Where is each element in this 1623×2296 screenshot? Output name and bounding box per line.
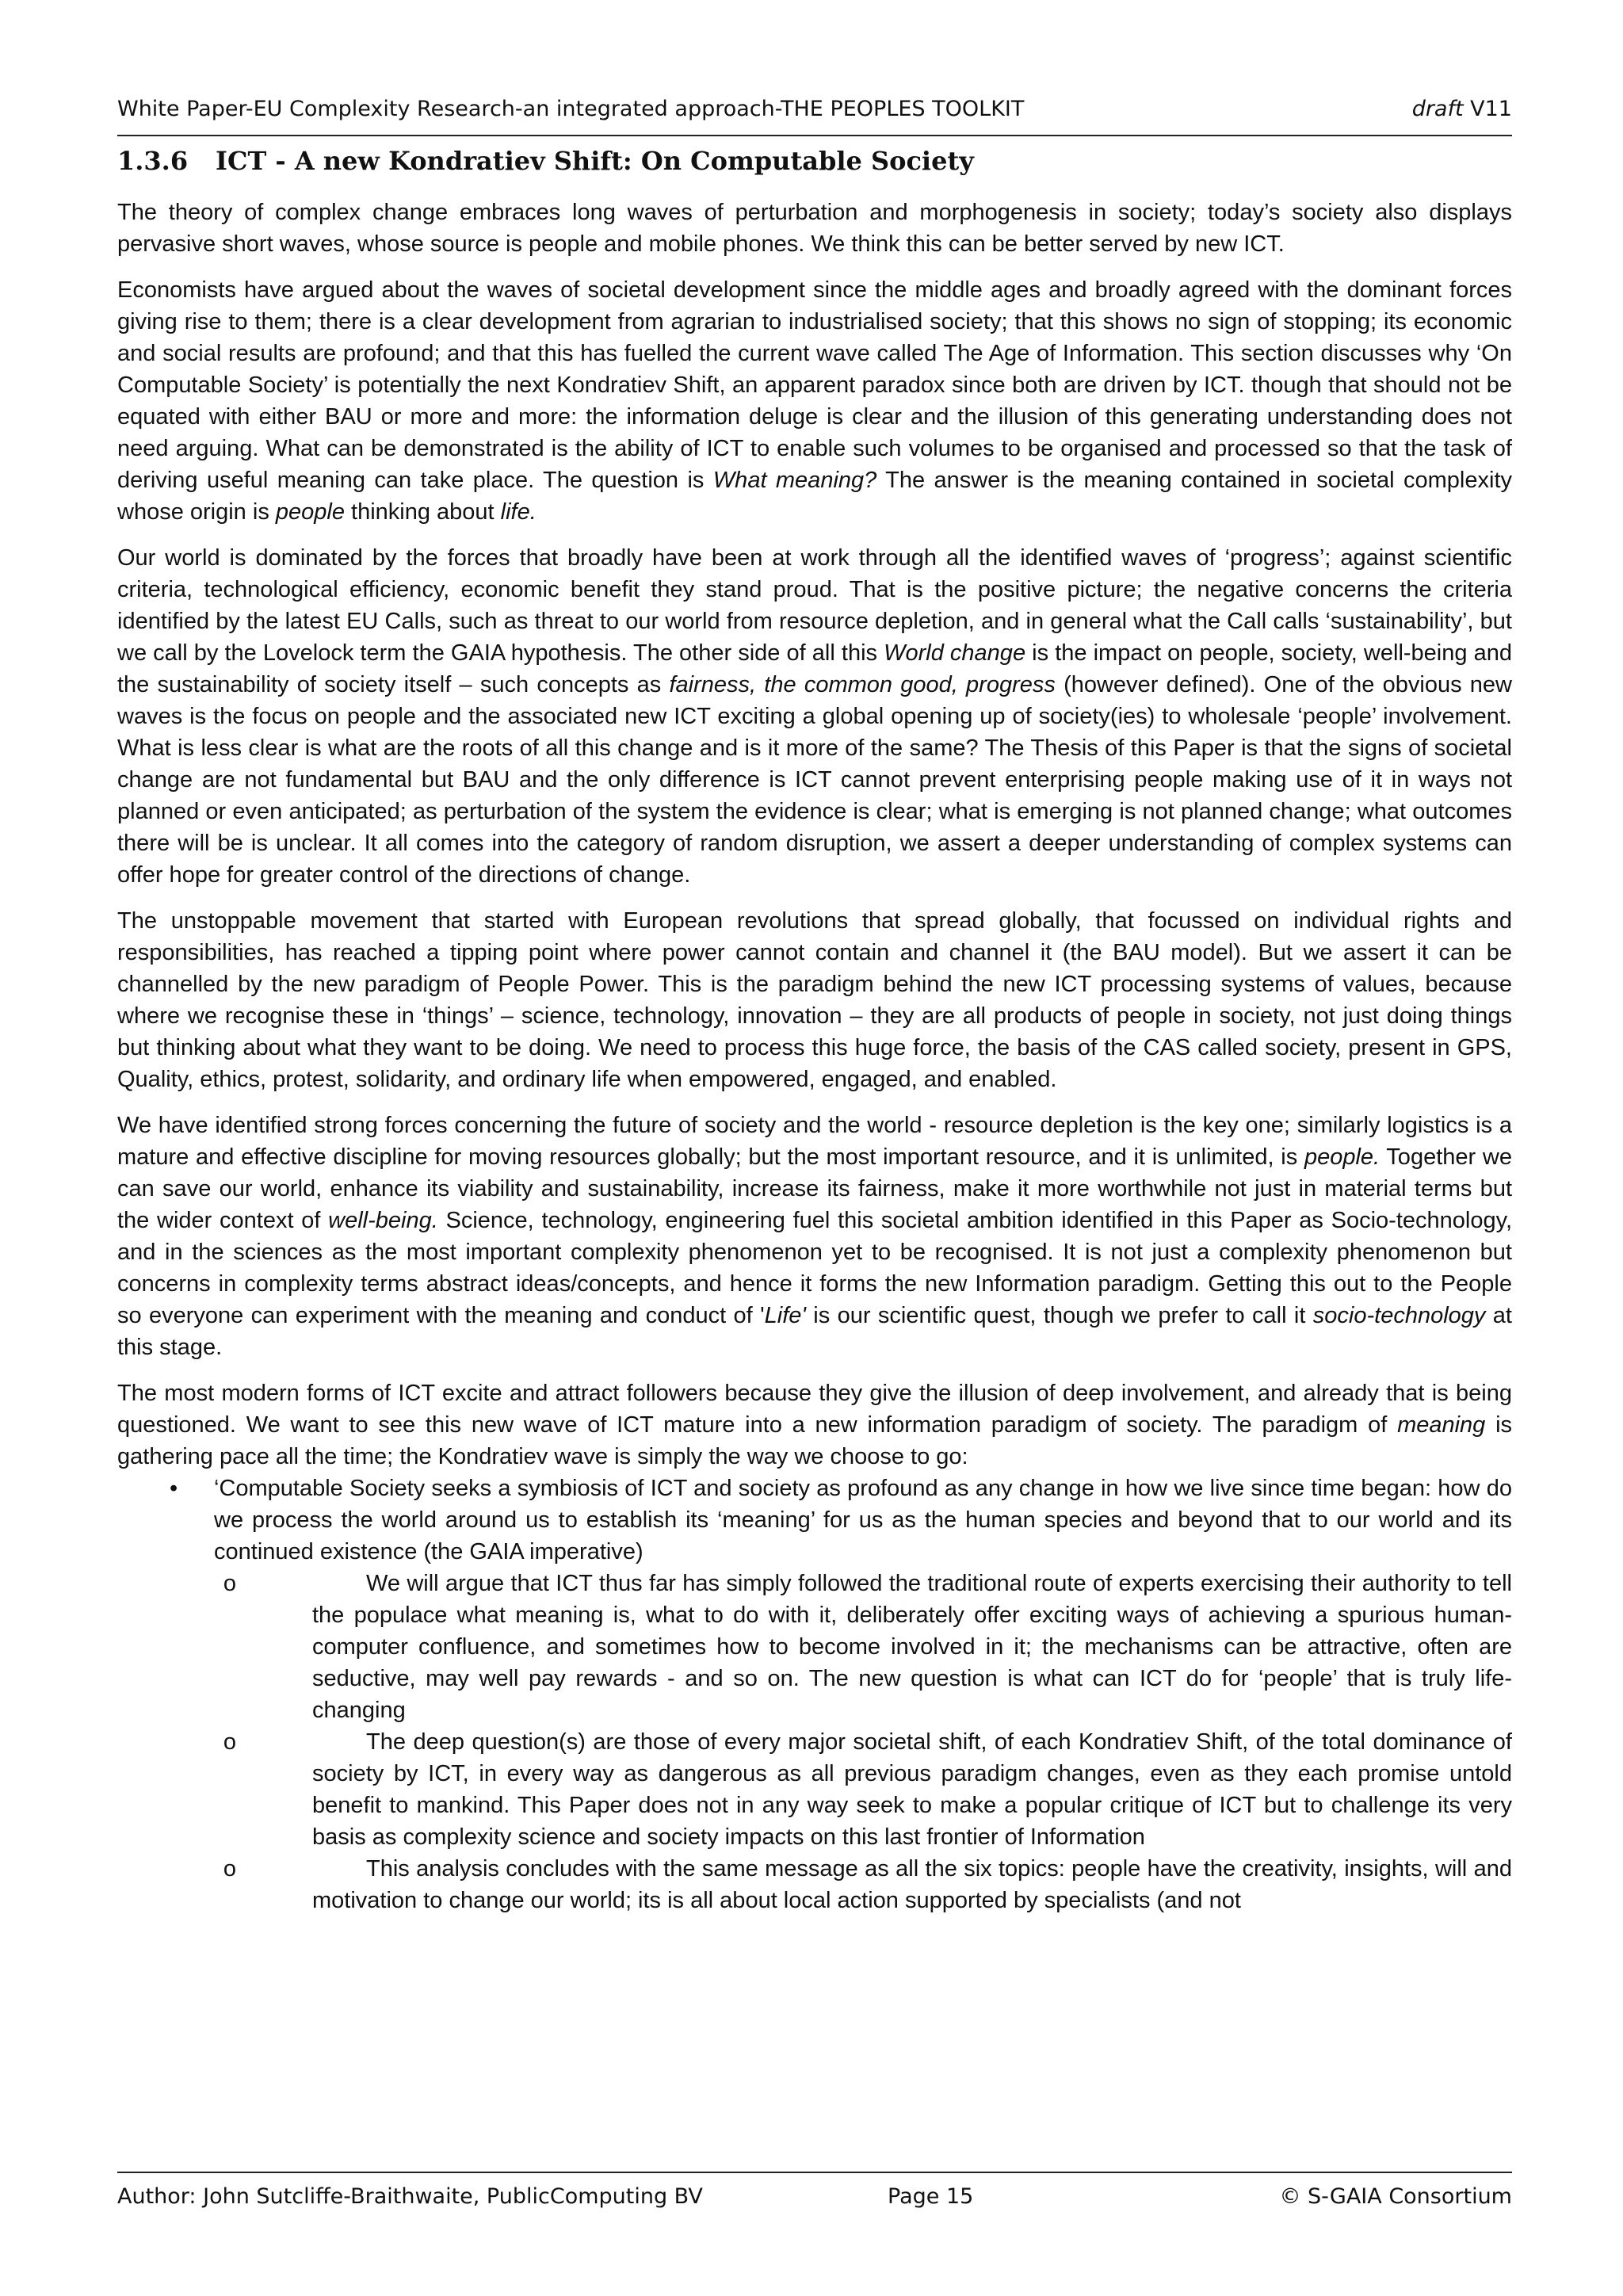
italic-run: people <box>275 499 345 525</box>
header-title: White Paper-EU Complexity Research-an integrated approach-THE PEOPLES TOOLKIT <box>117 97 1025 121</box>
section-title: ICT - A new Kondratiev Shift: On Computable Society <box>216 146 974 176</box>
sub-marker: o <box>223 1729 237 1755</box>
paragraph-2 <box>117 274 1512 528</box>
sub-marker: o <box>223 1571 237 1596</box>
paragraph-5 <box>117 1110 1512 1363</box>
page-footer <box>117 2172 1512 2221</box>
document-body <box>117 197 1512 1916</box>
bullet-item <box>117 1473 1512 1916</box>
sub-item-1 <box>214 1568 1512 1726</box>
header-version <box>1412 97 1512 121</box>
text-run: thinking about <box>344 499 501 525</box>
sub-list <box>214 1568 1512 1916</box>
section-heading <box>117 146 1512 176</box>
text-run: The most modern forms of ICT excite and attract followers because they give the illusion of deep involvement, and already that is being questioned. We want to see this new wave of ICT mature into a new information paradigm of society. The paradigm of <box>117 1381 1512 1438</box>
sub-item-text: The deep question(s) are those of every major societal shift, of each Kondratiev Shift, of the total dominance of society by ICT, in every way as dangerous as all previous paradigm changes, even as they each promise untold benefit to mankind. This Paper does not in any way seek to make a popular critique of ICT but to challenge its very basis as complexity science and society impacts on this last frontier of Information <box>312 1729 1512 1850</box>
sub-item-3 <box>214 1853 1512 1916</box>
sub-marker: o <box>223 1856 237 1881</box>
italic-run: socio-technology <box>1312 1303 1486 1328</box>
italic-run: life. <box>500 499 537 525</box>
text-run: is our scientific quest, though we prefer to call it <box>805 1303 1313 1328</box>
footer-copyright: © S-GAIA Consortium <box>1279 2184 1512 2209</box>
sub-item-text: We will argue that ICT thus far has simply followed the traditional route of experts exercising their authority to tell the populace what meaning is, what to do with it, deliberately offer exciting ways of achieving a spurious human-computer confluence, and sometimes how to become involved in it; the mechanisms can be attractive, often are seductive, may well pay rewards - and so on. The new question is what can ICT do for ‘people’ that is truly life-changing <box>312 1571 1512 1723</box>
draft-label: draft <box>1411 97 1464 121</box>
text-run: Our world is dominated by the forces that broadly have been at work through all the identified waves of ‘progress’; against scientific criteria, technological efficiency, economic benefit they stand proud. That is the positive picture; the negative concerns the criteria identified by the latest EU Calls, such as threat to our world from resource depletion, and in general what the Call calls ‘sustainability’, but we call by the Lovelock term the GAIA hypothesis. The other side of all this <box>117 545 1512 666</box>
footer-page-number: Page 15 <box>888 2184 974 2209</box>
paragraph-4: The unstoppable movement that started with European revolutions that spread globally, that focussed on individual rights and responsibilities, has reached a tipping point where power cannot contain and channel it (the BAU model). But we assert it can be channelled by the new paradigm of People Power. This is the paradigm behind the new ICT processing systems of values, because where we recognise these in ‘things’ – science, technology, innovation – they are all products of people in society, not just doing things but thinking about what they want to be doing. We need to process this huge force, the basis of the CAS called society, present in GPS, Quality, ethics, protest, solidarity, and ordinary life when empowered, engaged, and enabled. <box>117 908 1512 1092</box>
bullet-list <box>117 1473 1512 1916</box>
paragraph-6 <box>117 1377 1512 1473</box>
footer-author: Author: John Sutcliffe-Braithwaite, PublicComputing BV <box>117 2184 703 2209</box>
italic-run: people. <box>1304 1144 1381 1170</box>
text-run: The answer is the meaning contained in societal complexity whose origin is <box>117 468 1512 525</box>
italic-run: World change <box>884 640 1026 666</box>
sub-item-text: This analysis concludes with the same message as all the six topics: people have the creativity, insights, will and motivation to change our world; its is all about local action supported by specialists (and not <box>312 1856 1512 1913</box>
paragraph-1: The theory of complex change embraces long waves of perturbation and morphogenesis in society; today’s society also displays pervasive short waves, whose source is people and mobile phones. We think this can be better served by new ICT. <box>117 200 1512 257</box>
text-run: Economists have argued about the waves of societal development since the middle ages and broadly agreed with the dominant forces giving rise to them; there is a clear development from agrarian to industrialised society; that this shows no sign of stopping; its economic and social results are profound; and that this has fuelled the current wave called The Age of Information. This section discusses why ‘On Computable Society’ is potentially the next Kondratiev Shift, an apparent paradox since both are driven by ICT. though that should not be equated with either BAU or more and more: the information deluge is clear and the illusion of this generating understanding does not need arguing. What can be demonstrated is the ability of ICT to enable such volumes to be organised and processed so that the task of deriving useful meaning can take place. The question is <box>117 277 1512 493</box>
text-run: We have identified strong forces concerning the future of society and the world - resource depletion is the key one; similarly logistics is a mature and effective discipline for moving resources globally; but the most important resource, and it is unlimited, is <box>117 1113 1512 1170</box>
text-run: is the impact on people, society, well-being and the sustainability of society itself – such concepts as <box>117 640 1512 697</box>
italic-run: well-being. <box>328 1208 438 1233</box>
bullet-marker: • <box>170 1476 178 1501</box>
section-number: 1.3.6 <box>117 146 189 176</box>
italic-run: What meaning? <box>712 468 877 493</box>
text-run: Together we can save our world, enhance its viability and sustainability, increase its fairness, make it more worthwhile not just in material terms but the wider context of <box>117 1144 1512 1233</box>
text-run: (however defined). One of the obvious new waves is the focus on people and the associated new ICT exciting a global opening up of society(ies) to wholesale ‘people’ involvement. What is less clear is what are the roots of all this change and is it more of the same? The Thesis of this Paper is that the signs of societal change are not fundamental but BAU and the only difference is ICT cannot prevent enterprising people making use of it in ways not planned or even anticipated; as perturbation of the system the evidence is clear; what is emerging is not planned change; what outcomes there will be is unclear. It all comes into the category of random disruption, we assert a deeper understanding of complex systems can offer hope for greater control of the directions of change. <box>117 672 1512 888</box>
paragraph-3 <box>117 542 1512 891</box>
bullet-text: ‘Computable Society seeks a symbiosis of ICT and society as profound as any change in how we live since time began: how do we process the world around us to establish its ‘meaning’ for us as the human species and beyond that to our world and its continued existence (the GAIA imperative) <box>214 1476 1512 1564</box>
italic-run: fairness, the common good, progress <box>669 672 1056 697</box>
version-label: V11 <box>1463 97 1512 121</box>
page-header <box>117 94 1512 136</box>
text-run: is gathering pace all the time; the Kondratiev wave is simply the way we choose to go: <box>117 1412 1513 1469</box>
sub-item-2 <box>214 1726 1512 1853</box>
italic-run: meaning <box>1397 1412 1486 1438</box>
text-run: Science, technology, engineering fuel this societal ambition identified in this Paper as Socio-technology, and in the sciences as the most important complexity phenomenon yet to be recognised. It is not just a complexity phenomenon but concerns in complexity terms abstract ideas/concepts, and hence it forms the new Information paradigm. Getting this out to the People so everyone can experiment with the meaning and conduct of ' <box>117 1208 1513 1328</box>
italic-run: Life' <box>764 1303 806 1328</box>
text-run: at this stage. <box>117 1303 1512 1360</box>
